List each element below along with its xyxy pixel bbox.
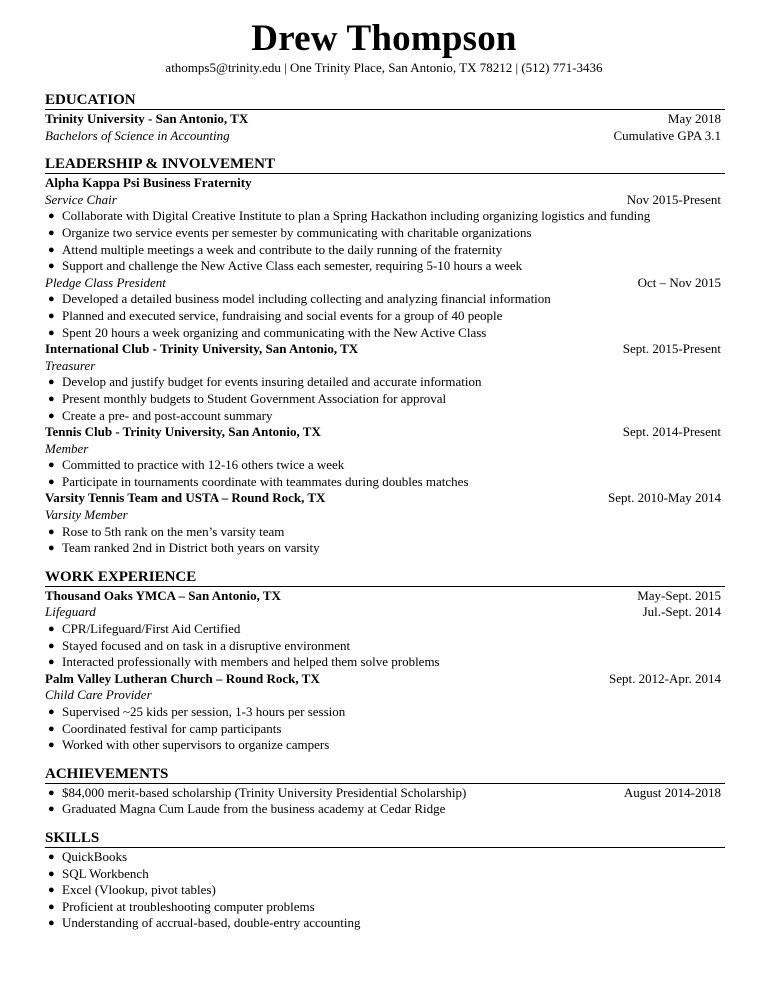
achievement-text: $84,000 merit-based scholarship (Trinity University Presidential Scholarship) <box>62 784 467 800</box>
bullet-text: Attend multiple meetings a week and contribute to the daily running of the fraternity <box>62 241 503 257</box>
bullet-icon: ● <box>48 326 55 339</box>
role-title: Service Chair <box>45 191 117 207</box>
org-row <box>45 490 725 507</box>
section-title: WORK EXPERIENCE <box>45 569 725 587</box>
section-title: LEADERSHIP & INVOLVEMENT <box>45 156 725 174</box>
bullet-text: Spent 20 hours a week organizing and communicating with the New Active Class <box>62 324 487 340</box>
graduation-date: May 2018 <box>667 111 721 126</box>
org-row <box>45 424 725 441</box>
role-title: Varsity Member <box>45 507 128 523</box>
education-section <box>45 92 725 144</box>
org-row <box>45 175 725 192</box>
bullet-list <box>45 457 725 490</box>
role-date <box>721 507 725 524</box>
candidate-name: Drew Thompson <box>251 18 517 59</box>
role-title: Pledge Class President <box>45 274 166 290</box>
achievement-date: August 2014-2018 <box>623 784 721 800</box>
bullet-text: Rose to 5th rank on the men’s varsity team <box>62 523 285 539</box>
bullet-item <box>45 208 725 225</box>
bullet-text: Develop and justify budget for events insuring detailed and accurate information <box>62 374 482 390</box>
bullet-icon: ● <box>48 409 55 422</box>
bullet-icon: ● <box>48 884 55 897</box>
bullet-item <box>45 408 725 425</box>
bullet-text: Understanding of accrual-based, double-entry accounting <box>62 915 361 931</box>
bullet-text: CPR/Lifeguard/First Aid Certified <box>62 621 241 637</box>
bullet-icon: ● <box>48 900 55 913</box>
bullet-list <box>45 374 725 424</box>
bullet-text: QuickBooks <box>62 848 127 864</box>
role-date: Oct – Nov 2015 <box>637 274 721 290</box>
bullet-text: Interacted professionally with members and helped them solve problems <box>62 654 440 670</box>
bullet-item <box>45 882 725 899</box>
role-row <box>45 275 725 292</box>
job-role-date <box>721 687 725 704</box>
bullet-text: Supervised ~25 kids per session, 1-3 hours per session <box>62 704 346 719</box>
bullet-list <box>45 524 725 557</box>
bullet-item <box>45 325 725 342</box>
org-name: International Club - Trinity University, San Antonio, TX <box>45 341 359 357</box>
org-name: Varsity Tennis Team and USTA – Round Rock, TX <box>45 490 326 506</box>
bullet-item <box>45 374 725 391</box>
achievements-list <box>45 785 725 818</box>
skills-list <box>45 849 725 932</box>
school-name: Trinity University - San Antonio, TX <box>45 111 249 126</box>
bullet-icon: ● <box>48 459 55 472</box>
bullet-item <box>45 849 725 866</box>
bullet-icon: ● <box>48 623 55 636</box>
leadership-section <box>45 156 725 557</box>
bullet-list <box>45 291 725 341</box>
contact-line: athomps5@trinity.edu | One Trinity Place, San Antonio, TX 78212 | (512) 771-3436 <box>165 60 603 75</box>
bullet-text: Excel (Vlookup, pivot tables) <box>62 882 216 898</box>
role-title: Treasurer <box>45 357 96 373</box>
bullet-item <box>45 474 725 491</box>
bullet-text: Worked with other supervisors to organize campers <box>62 737 330 753</box>
bullet-item <box>45 242 725 259</box>
leadership-list <box>45 175 725 557</box>
role-date: Nov 2015-Present <box>626 191 721 207</box>
bullet-item <box>45 654 725 671</box>
bullet-item <box>45 540 725 557</box>
bullet-icon: ● <box>48 475 55 488</box>
bullet-icon: ● <box>48 243 55 256</box>
role-date <box>721 358 725 375</box>
achievements-section <box>45 766 725 818</box>
bullet-list <box>45 621 725 671</box>
employer-name: Palm Valley Lutheran Church – Round Rock, TX <box>45 670 320 686</box>
achievement-item <box>45 785 725 802</box>
bullet-item <box>45 621 725 638</box>
bullet-text: Coordinated festival for camp participants <box>62 720 282 736</box>
bullet-text: Create a pre- and post-account summary <box>62 407 273 423</box>
bullet-icon: ● <box>48 803 55 816</box>
bullet-text: Collaborate with Digital Creative Institute to plan a Spring Hackathon including organizing logistics and funding <box>62 208 651 224</box>
bullet-item <box>45 899 725 916</box>
bullet-item <box>45 915 725 932</box>
org-name: Tennis Club - Trinity University, San Antonio, TX <box>45 424 321 440</box>
bullet-icon: ● <box>48 376 55 389</box>
bullet-item <box>45 291 725 308</box>
bullet-text: Planned and executed service, fundraising and social events for a group of 40 people <box>62 307 503 323</box>
bullet-item <box>45 737 725 754</box>
job-role-row <box>45 687 725 704</box>
role-row <box>45 358 725 375</box>
resume-body <box>45 92 725 944</box>
bullet-icon: ● <box>48 293 55 306</box>
bullet-text: Organize two service events per semester by communicating with charitable organizations <box>62 224 532 240</box>
work-section <box>45 569 725 754</box>
bullet-icon: ● <box>48 739 55 752</box>
achievement-item <box>45 801 725 818</box>
bullet-icon: ● <box>48 706 55 718</box>
bullet-icon: ● <box>48 210 55 223</box>
bullet-icon: ● <box>48 260 55 273</box>
bullet-icon: ● <box>48 867 55 880</box>
bullet-item <box>45 457 725 474</box>
section-title: ACHIEVEMENTS <box>45 766 725 784</box>
bullet-icon: ● <box>48 917 55 930</box>
bullet-text: Stayed focused and on task in a disruptive environment <box>62 637 351 653</box>
employment-date: Sept. 2012-Apr. 2014 <box>609 670 721 686</box>
org-date: Sept. 2010-May 2014 <box>607 490 721 506</box>
bullet-icon: ● <box>48 392 55 405</box>
achievement-text: Graduated Magna Cum Laude from the business academy at Cedar Ridge <box>62 801 446 817</box>
bullet-list <box>45 704 725 754</box>
job-role-row <box>45 604 725 621</box>
bullet-icon: ● <box>48 542 55 555</box>
org-row <box>45 341 725 358</box>
skills-section <box>45 830 725 932</box>
bullet-icon: ● <box>48 786 55 799</box>
bullet-icon: ● <box>48 525 55 538</box>
bullet-text: Participate in tournaments coordinate with teammates during doubles matches <box>62 473 469 489</box>
bullet-icon: ● <box>48 722 55 735</box>
org-name: Alpha Kappa Psi Business Fraternity <box>45 175 252 191</box>
employer-name: Thousand Oaks YMCA – San Antonio, TX <box>45 587 281 603</box>
bullet-item <box>45 704 725 721</box>
bullet-text: Support and challenge the New Active Class each semester, requiring 5-10 hours a week <box>62 258 523 274</box>
work-list <box>45 588 725 754</box>
bullet-item <box>45 866 725 883</box>
bullet-text: Proficient at troubleshooting computer problems <box>62 898 315 914</box>
job-role-date: Jul.-Sept. 2014 <box>642 604 721 620</box>
job-title: Child Care Provider <box>45 687 152 703</box>
bullet-item <box>45 225 725 242</box>
bullet-item <box>45 308 725 325</box>
bullet-icon: ● <box>48 850 55 863</box>
employment-date: May-Sept. 2015 <box>637 587 721 603</box>
role-title: Member <box>45 440 89 456</box>
education-school-row <box>45 111 725 128</box>
bullet-item <box>45 721 725 738</box>
role-row <box>45 441 725 458</box>
bullet-text: Committed to practice with 12-16 others twice a week <box>62 457 345 473</box>
bullet-icon: ● <box>48 639 55 652</box>
bullet-item <box>45 391 725 408</box>
bullet-item <box>45 524 725 541</box>
achievement-date <box>721 801 725 818</box>
section-title: EDUCATION <box>45 92 725 110</box>
org-date: Sept. 2015-Present <box>622 341 721 357</box>
bullet-item <box>45 258 725 275</box>
section-title: SKILLS <box>45 830 725 848</box>
bullet-list <box>45 208 725 274</box>
job-title: Lifeguard <box>45 604 96 620</box>
education-degree-row <box>45 128 725 145</box>
bullet-text: Developed a detailed business model including collecting and analyzing financial information <box>62 291 551 307</box>
role-row <box>45 507 725 524</box>
bullet-text: Present monthly budgets to Student Government Association for approval <box>62 390 447 406</box>
org-date <box>721 175 725 192</box>
org-date: Sept. 2014-Present <box>622 424 721 440</box>
role-date <box>721 441 725 458</box>
bullet-text: SQL Workbench <box>62 865 149 881</box>
bullet-icon: ● <box>48 226 55 239</box>
bullet-icon: ● <box>48 656 55 669</box>
bullet-item <box>45 638 725 655</box>
bullet-text: Team ranked 2nd in District both years on varsity <box>62 540 320 556</box>
role-row <box>45 192 725 209</box>
resume-header <box>0 0 768 76</box>
gpa: Cumulative GPA 3.1 <box>613 127 721 143</box>
bullet-icon: ● <box>48 309 55 322</box>
job-org-row <box>45 588 725 605</box>
degree: Bachelors of Science in Accounting <box>45 127 230 143</box>
job-org-row <box>45 671 725 688</box>
